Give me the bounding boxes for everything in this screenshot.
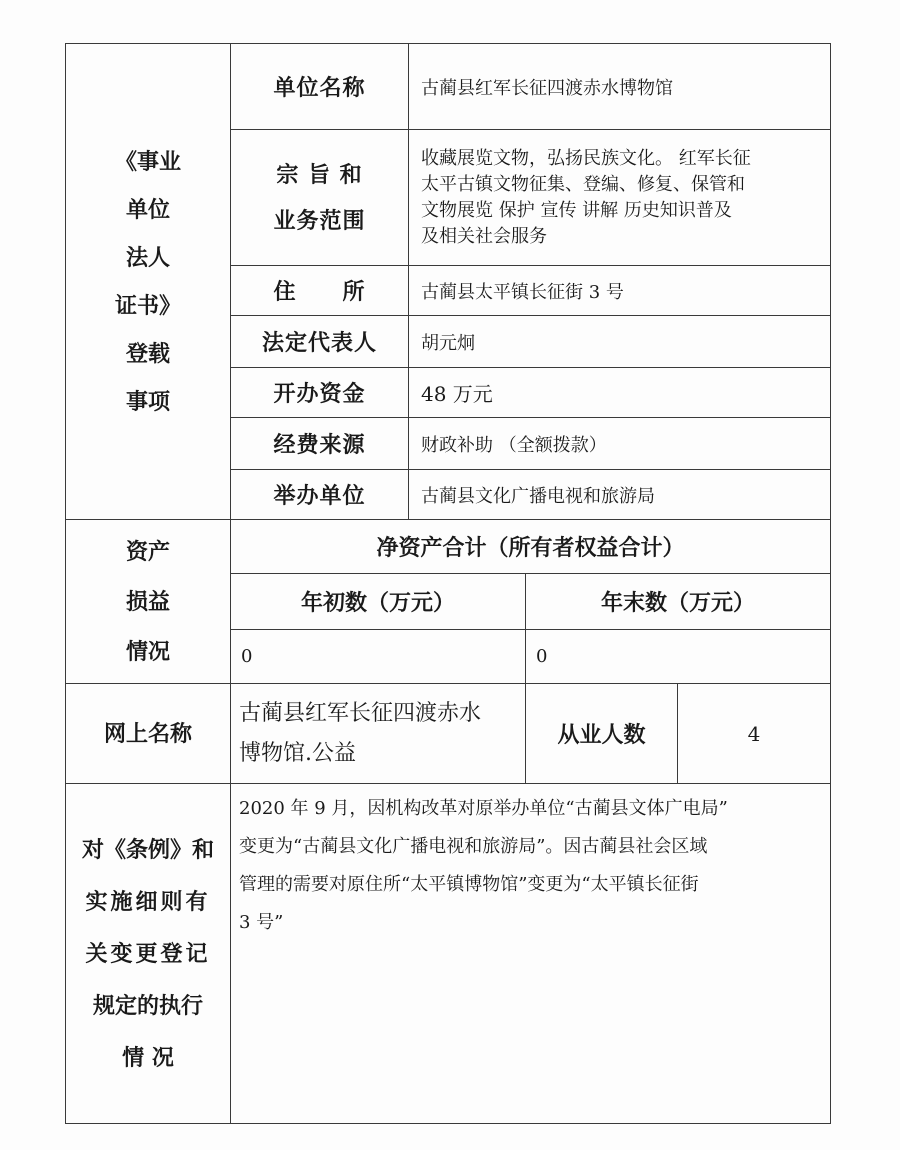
online-name-label: 网上名称: [66, 684, 231, 784]
address-value: 古蔺县太平镇长征街 3 号: [409, 266, 831, 316]
end-year-value: 0: [526, 630, 831, 684]
purpose-value: 收藏展览文物，弘扬民族文化。 红军长征 太平古镇文物征集、登编、修复、保管和 文物展览 保护 宣传 讲解 历史知识普及 及相关社会服务: [409, 130, 831, 266]
assets-section-label: 资产 损益 情况: [66, 520, 231, 684]
purpose-label: 宗 旨 和 业务范围: [231, 130, 409, 266]
online-name-value: 古蔺县红军长征四渡赤水 博物馆.公益: [231, 684, 526, 784]
sponsor-label: 举办单位: [231, 470, 409, 520]
address-label: 住 所: [231, 266, 409, 316]
fund-source-label: 经费来源: [231, 418, 409, 470]
begin-year-header: 年初数（万元）: [231, 574, 526, 630]
fund-source-value: 财政补助 （全额拨款）: [409, 418, 831, 470]
registration-section-label: 《事业 单位 法人 证书》 登载 事项: [66, 44, 231, 520]
begin-year-value: 0: [231, 630, 526, 684]
registration-form-table: [65, 43, 831, 1124]
legal-rep-value: 胡元炯: [409, 316, 831, 368]
funds-label: 开办资金: [231, 368, 409, 418]
sponsor-value: 古蔺县文化广播电视和旅游局: [409, 470, 831, 520]
changes-section-label: 对《条例》和 实施细则有 关变更登记 规定的执行 情 况: [66, 784, 231, 1124]
legal-rep-label: 法定代表人: [231, 316, 409, 368]
net-assets-header: 净资产合计（所有者权益合计）: [231, 520, 831, 574]
unit-name-value: 古蔺县红军长征四渡赤水博物馆: [409, 44, 831, 130]
staff-count-label: 从业人数: [526, 684, 678, 784]
end-year-header: 年末数（万元）: [526, 574, 831, 630]
funds-value: 48 万元: [409, 368, 831, 418]
changes-text: 2020 年 9 月，因机构改革对原举办单位“古蔺县文体广电局” 变更为“古蔺县文化广播电视和旅游局”。因古蔺县社会区域 管理的需要对原住所“太平镇博物馆”变更为“太平镇长征街 3 号”: [231, 784, 831, 1124]
unit-name-label: 单位名称: [231, 44, 409, 130]
staff-count-value: 4: [678, 684, 831, 784]
